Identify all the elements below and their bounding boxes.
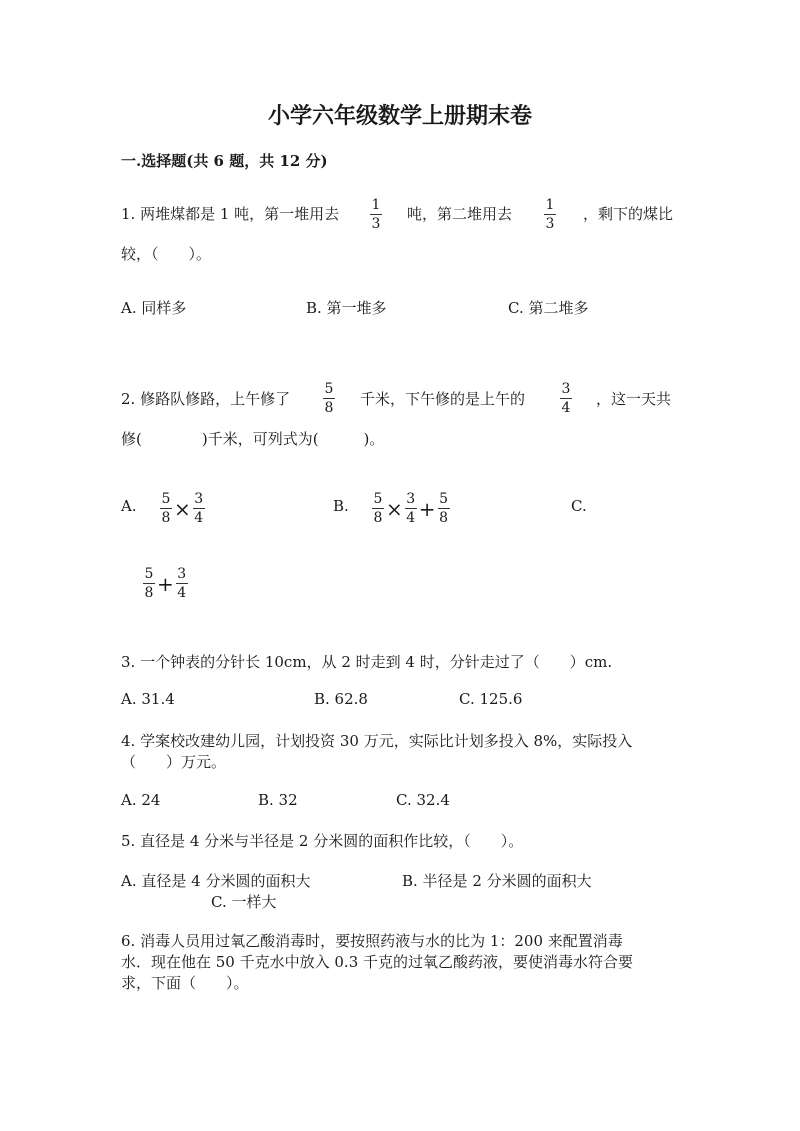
fraction-bar — [438, 508, 450, 509]
q1-option-c[interactable]: C. 第二堆多 — [508, 299, 589, 317]
q3-text: 3. 一个钟表的分针长 10cm，从 2 时走到 4 时，分针走过了（ ）cm. — [121, 653, 613, 671]
fraction-numerator: 1 — [371, 197, 381, 213]
q2-option-c-expression[interactable] — [143, 566, 188, 601]
fraction — [193, 491, 205, 526]
q4-option-a[interactable]: A. 24 — [121, 791, 161, 809]
fraction-numerator: 5 — [144, 566, 154, 582]
q2-fraction-2 — [560, 381, 572, 416]
times-sign: × — [386, 496, 403, 521]
q4-text-line-2: （ ）万元。 — [121, 753, 227, 771]
q2-option-a-label[interactable]: A. — [121, 497, 137, 515]
fraction-denominator: 4 — [177, 585, 187, 601]
q3-option-c[interactable]: C. 125.6 — [459, 690, 523, 708]
fraction — [176, 566, 188, 601]
fraction-denominator: 8 — [161, 510, 171, 526]
fraction-numerator: 5 — [439, 491, 448, 507]
q1-option-b[interactable]: B. 第一堆多 — [306, 299, 387, 317]
fraction-numerator: 5 — [324, 381, 334, 397]
q1-fraction-1 — [370, 197, 382, 232]
q6-text-line-1: 6. 消毒人员用过氧乙酸消毒时，要按照药液与水的比为 1：200 来配置消毒 — [121, 932, 623, 950]
fraction-denominator: 8 — [439, 510, 448, 526]
fraction-denominator: 8 — [324, 400, 334, 416]
fraction-numerator: 5 — [373, 491, 383, 507]
fraction-denominator: 3 — [545, 216, 555, 232]
q5-option-c[interactable]: C. 一样大 — [211, 893, 277, 911]
q5-text: 5. 直径是 4 分米与半径是 2 分米圆的面积作比较，（ ）。 — [121, 832, 524, 850]
q2-option-b-expression[interactable] — [372, 491, 450, 526]
q2-option-a-expression[interactable] — [160, 491, 205, 526]
q5-option-b[interactable]: B. 半径是 2 分米圆的面积大 — [402, 872, 592, 890]
fraction-bar — [560, 398, 572, 399]
q2-text-b: 千米，下午修的是上午的 — [360, 390, 526, 408]
fraction-bar — [193, 508, 205, 509]
fraction — [143, 566, 155, 601]
fraction — [372, 491, 384, 526]
q1-text-c: ，剩下的煤比 — [583, 205, 674, 223]
q1-text-b: 吨，第二堆用去 — [407, 205, 513, 223]
q1-text-a: 1. 两堆煤都是 1 吨，第一堆用去 — [121, 205, 340, 223]
q3-option-b[interactable]: B. 62.8 — [314, 690, 368, 708]
plus-sign: + — [418, 496, 436, 521]
q2-option-c-label[interactable]: C. — [571, 497, 587, 515]
fraction-bar — [143, 583, 155, 584]
fraction-denominator: 3 — [371, 216, 381, 232]
q1-fraction-2 — [544, 197, 556, 232]
q2-option-b-label[interactable]: B. — [333, 497, 349, 515]
q6-text-line-2: 水．现在他在 50 千克水中放入 0.3 千克的过氧乙酸药液，要使消毒水符合要 — [121, 953, 634, 971]
fraction-bar — [372, 508, 384, 509]
fraction-bar — [544, 214, 556, 215]
q2-text-d: 修( )千米，可列式为( )。 — [121, 430, 385, 448]
q3-option-a[interactable]: A. 31.4 — [121, 690, 175, 708]
fraction-denominator: 8 — [144, 585, 154, 601]
q2-text-c: ，这一天共 — [596, 390, 672, 408]
q1-text-d: 较，（ ）。 — [121, 245, 212, 263]
fraction-bar — [176, 583, 188, 584]
q4-option-b[interactable]: B. 32 — [258, 791, 298, 809]
q2-fraction-1 — [323, 381, 335, 416]
q5-option-a[interactable]: A. 直径是 4 分米圆的面积大 — [121, 872, 311, 890]
q1-option-a[interactable]: A. 同样多 — [121, 299, 187, 317]
fraction-numerator: 3 — [561, 381, 571, 397]
times-sign: × — [174, 496, 191, 521]
section-heading: 一.选择题(共 6 题，共 12 分) — [121, 152, 328, 170]
q4-option-c[interactable]: C. 32.4 — [396, 791, 450, 809]
fraction-numerator: 3 — [194, 491, 204, 507]
fraction-bar — [405, 508, 417, 509]
fraction-numerator: 1 — [545, 197, 555, 213]
fraction-bar — [323, 398, 335, 399]
fraction — [405, 491, 417, 526]
q6-text-line-3: 求，下面（ ）。 — [121, 974, 249, 992]
plus-sign: + — [157, 571, 174, 596]
fraction-denominator: 4 — [194, 510, 204, 526]
page-title: 小学六年级数学上册期末卷 — [267, 103, 532, 129]
fraction — [438, 491, 450, 526]
q2-text-a: 2. 修路队修路，上午修了 — [121, 390, 291, 408]
fraction-denominator: 8 — [373, 510, 383, 526]
fraction-numerator: 3 — [406, 491, 416, 507]
fraction-bar — [160, 508, 172, 509]
fraction-denominator: 4 — [561, 400, 571, 416]
fraction — [160, 491, 172, 526]
fraction-numerator: 5 — [161, 491, 171, 507]
fraction-bar — [370, 214, 382, 215]
fraction-denominator: 4 — [406, 510, 416, 526]
fraction-numerator: 3 — [177, 566, 187, 582]
q4-text-line-1: 4. 学案校改建幼儿园，计划投资 30 万元，实际比计划多投入 8%，实际投入 — [121, 732, 633, 750]
